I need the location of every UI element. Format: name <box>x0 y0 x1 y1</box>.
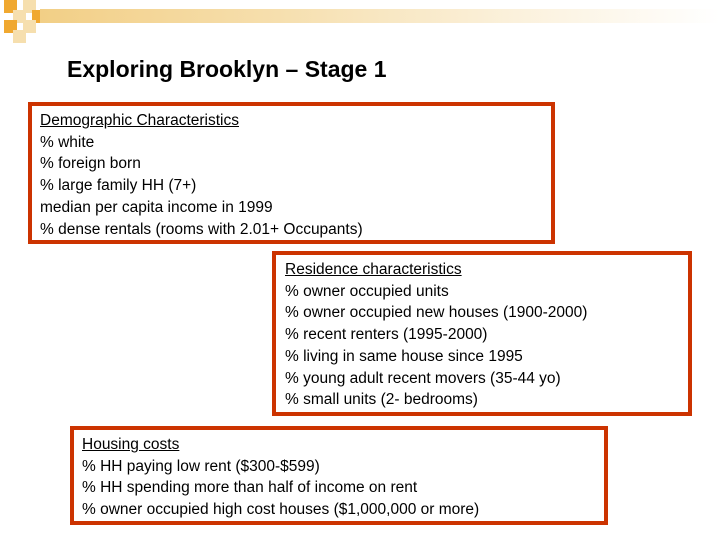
demographic-item: % dense rentals (rooms with 2.01+ Occupants) <box>40 220 363 238</box>
housing-heading: Housing costs <box>82 436 180 453</box>
housing-item: % owner occupied high cost houses ($1,000,000 or more) <box>82 501 480 519</box>
residence-item: % owner occupied units <box>285 282 449 300</box>
housing-item: % HH paying low rent ($300-$599) <box>82 457 320 475</box>
demographic-item: median per capita income in 1999 <box>40 198 273 216</box>
housing-box <box>70 426 608 525</box>
demographic-item: % white <box>40 133 95 151</box>
residence-item: % recent renters (1995-2000) <box>285 326 488 344</box>
deco-square <box>13 30 26 43</box>
residence-item: % living in same house since 1995 <box>285 347 523 365</box>
demographic-item: % foreign born <box>40 155 141 173</box>
demographic-heading: Demographic Characteristics <box>40 112 239 129</box>
residence-item: % young adult recent movers (35-44 yo) <box>285 369 561 387</box>
demographic-item: % large family HH (7+) <box>40 177 197 195</box>
decorative-gradient-bar <box>40 9 720 23</box>
residence-box <box>272 251 692 416</box>
demographic-box <box>28 102 555 244</box>
residence-item: % owner occupied new houses (1900-2000) <box>285 304 588 322</box>
residence-item: % small units (2- bedrooms) <box>285 391 478 409</box>
slide-title: Exploring Brooklyn – Stage 1 <box>67 56 387 82</box>
housing-item: % HH spending more than half of income on rent <box>82 479 418 497</box>
residence-heading: Residence characteristics <box>285 261 462 278</box>
